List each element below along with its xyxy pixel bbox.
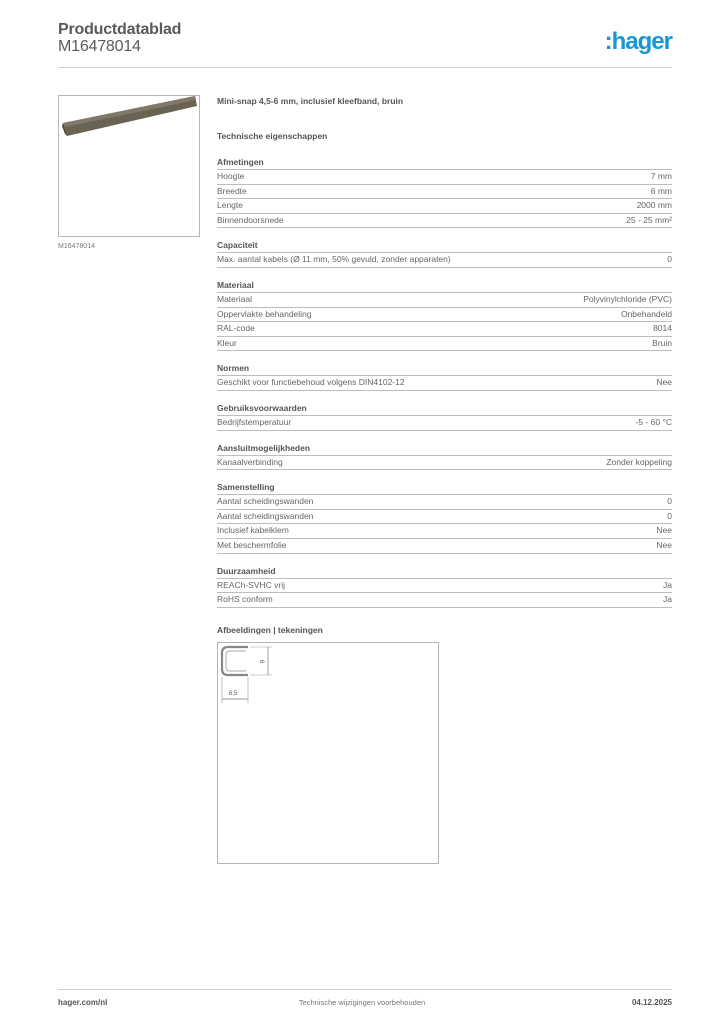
section-afmetingen [217, 156, 672, 228]
row-value: Nee [656, 377, 672, 388]
row-label: Binnendoorsnede [217, 214, 284, 225]
table-row [217, 293, 672, 308]
height-dimension-label: 6 [258, 660, 264, 664]
document-title: Productdatablad [58, 21, 182, 38]
section-gebruiksvoorwaarden [217, 402, 672, 431]
section-title: Gebruiksvoorwaarden [217, 402, 672, 416]
row-label: Materiaal [217, 293, 252, 304]
table-row [217, 185, 672, 200]
row-label: Kleur [217, 337, 237, 348]
table-row [217, 337, 672, 352]
image-caption: M16478014 [58, 243, 95, 250]
main-content [217, 96, 672, 639]
row-value: 6 mm [650, 185, 672, 196]
header-divider [58, 67, 672, 68]
row-value: 2000 mm [636, 200, 672, 211]
section-title: Materiaal [217, 279, 672, 293]
section-materiaal [217, 279, 672, 351]
row-value: Nee [656, 539, 672, 550]
row-label: Max. aantal kabels (Ø 11 mm, 50% gevuld, zonder apparaten) [217, 254, 451, 265]
width-dimension-label: 6,5 [229, 691, 238, 697]
section-title: Afmetingen [217, 156, 672, 170]
row-label: Inclusief kabelklem [217, 525, 289, 536]
table-row [217, 170, 672, 185]
row-value: 8014 [653, 323, 672, 334]
row-label: Hoogte [217, 171, 245, 181]
row-label: Lengte [217, 200, 243, 211]
row-label: REACh-SVHC vrij [217, 579, 286, 590]
section-samenstelling [217, 481, 672, 553]
table-row [217, 214, 672, 229]
section-title: Capaciteit [217, 239, 672, 253]
section-title: Normen [217, 362, 672, 376]
row-value: 0 [667, 254, 672, 265]
images-section-title: Afbeeldingen | tekeningen [217, 624, 323, 635]
row-label: Met beschermfolie [217, 539, 287, 550]
row-label: Kanaalverbinding [217, 456, 283, 467]
row-value: Bruin [652, 337, 672, 348]
row-label: Aantal scheidingswanden [217, 510, 314, 521]
row-value: 0 [667, 496, 672, 507]
row-label: Breedte [217, 185, 247, 196]
product-image [58, 95, 200, 237]
row-value: 25 - 25 mm² [626, 214, 672, 225]
row-value: -5 - 60 °C [635, 416, 672, 427]
row-value: 7 mm [650, 171, 672, 181]
table-row [217, 495, 672, 510]
row-label: Oppervlakte behandeling [217, 308, 312, 319]
row-label: Bedrijfstemperatuur [217, 416, 292, 427]
technical-properties-title: Technische eigenschappen [217, 131, 328, 141]
row-label: RAL-code [217, 323, 255, 334]
row-label: RoHS conform [217, 594, 273, 605]
section-title: Duurzaamheid [217, 565, 672, 579]
section-duurzaamheid [217, 565, 672, 608]
table-row [217, 253, 672, 268]
cable-duct-image [59, 96, 199, 236]
section-capaciteit [217, 239, 672, 268]
technical-drawing [217, 642, 439, 864]
table-row [217, 456, 672, 471]
table-row [217, 579, 672, 594]
section-aansluitmogelijkheden [217, 442, 672, 471]
product-description: Mini-snap 4,5-6 mm, inclusief kleefband, bruin [217, 96, 404, 106]
footer-website-link[interactable]: hager.com/nl [58, 998, 108, 1007]
table-row [217, 524, 672, 539]
article-number: M16478014 [58, 38, 141, 55]
table-row [217, 510, 672, 525]
row-value: Ja [663, 594, 672, 605]
table-row [217, 199, 672, 214]
table-row [217, 539, 672, 554]
section-title: Samenstelling [217, 481, 672, 495]
row-label: Aantal scheidingswanden [217, 496, 314, 507]
table-row [217, 593, 672, 608]
row-value: Nee [656, 525, 672, 536]
footer-disclaimer: Technische wijzigingen voorbehouden [298, 998, 426, 1007]
hager-logo: :hager [604, 28, 672, 55]
row-value: Ja [663, 579, 672, 590]
row-value: Zonder koppeling [606, 456, 672, 467]
row-value: Polyvinylchloride (PVC) [583, 293, 672, 304]
table-row [217, 416, 672, 431]
row-value: 0 [667, 510, 672, 521]
footer-date: 04.12.2025 [631, 998, 672, 1007]
table-row [217, 308, 672, 323]
row-label: Geschikt voor functiebehoud volgens DIN4102-12 [217, 377, 405, 388]
footer-divider [58, 989, 672, 990]
section-normen [217, 362, 672, 391]
row-value: Onbehandeld [620, 308, 672, 319]
cross-section-drawing [218, 643, 438, 863]
table-row [217, 376, 672, 391]
section-title: Aansluitmogelijkheden [217, 442, 672, 456]
table-row [217, 322, 672, 337]
